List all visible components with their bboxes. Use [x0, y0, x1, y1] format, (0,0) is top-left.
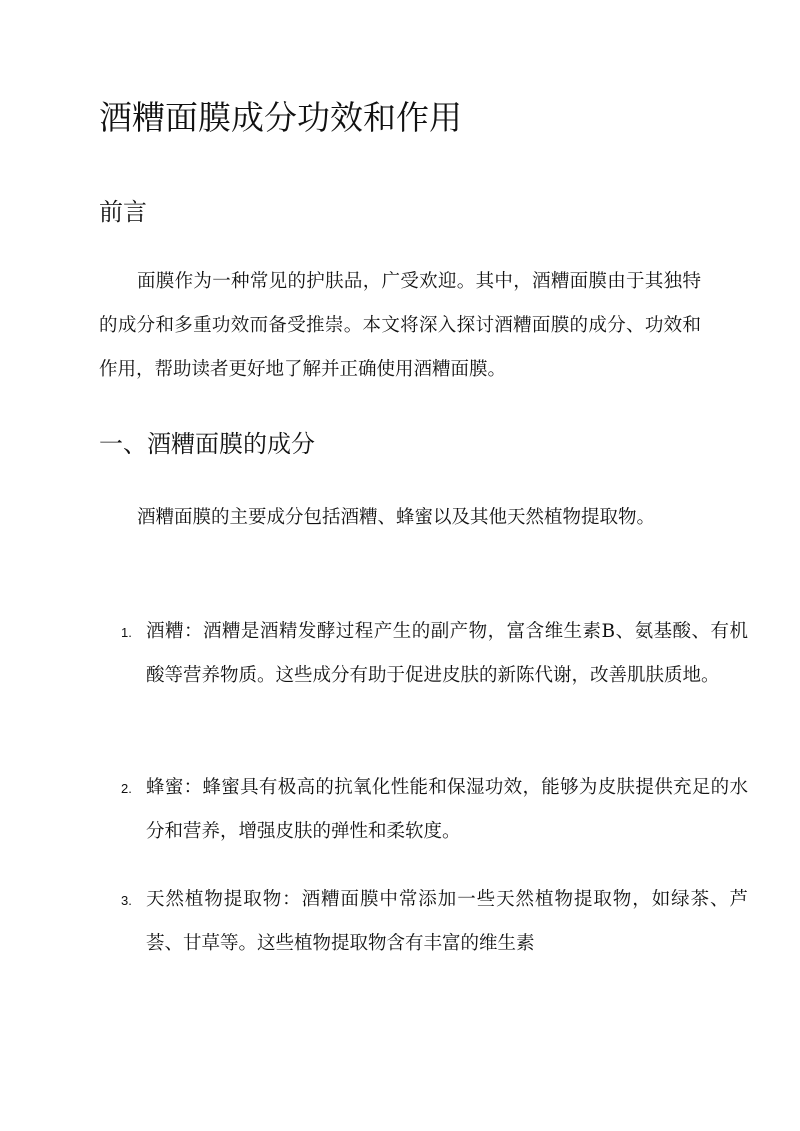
list-item — [99, 878, 748, 966]
document-title: 酒糟面膜成分功效和作用 — [99, 98, 462, 137]
list-item-text: 天然植物提取物：酒糟面膜中常添加一些天然植物提取物，如绿茶、芦荟、甘草等。这些植物提取物含有丰富的维生素 — [146, 889, 748, 954]
list-item-number: 1. — [121, 625, 132, 640]
list-item-text: 蜂蜜：蜂蜜具有极高的抗氧化性能和保湿功效，能够为皮肤提供充足的水分和营养，增强皮肤的弹性和柔软度。 — [146, 777, 748, 842]
list-item-number: 2. — [121, 781, 132, 796]
list-item — [99, 766, 748, 854]
list-item-number: 3. — [121, 893, 132, 908]
list-item — [99, 610, 748, 698]
ingredients-intro-paragraph: 酒糟面膜的主要成分包括酒糟、蜂蜜以及其他天然植物提取物。 — [137, 507, 656, 528]
preface-heading: 前言 — [99, 198, 147, 226]
section-heading-ingredients: 一、酒糟面膜的成分 — [99, 430, 315, 458]
preface-paragraph: 面膜作为一种常见的护肤品，广受欢迎。其中，酒糟面膜由于其独特的成分和多重功效而备受推崇。本文将深入探讨酒糟面膜的成分、功效和作用，帮助读者更好地了解并正确使用酒糟面膜。 — [99, 271, 701, 380]
list-item-text: 酒糟：酒糟是酒精发酵过程产生的副产物，富含维生素B、氨基酸、有机酸等营养物质。这些成分有助于促进皮肤的新陈代谢，改善肌肤质地。 — [146, 621, 748, 686]
